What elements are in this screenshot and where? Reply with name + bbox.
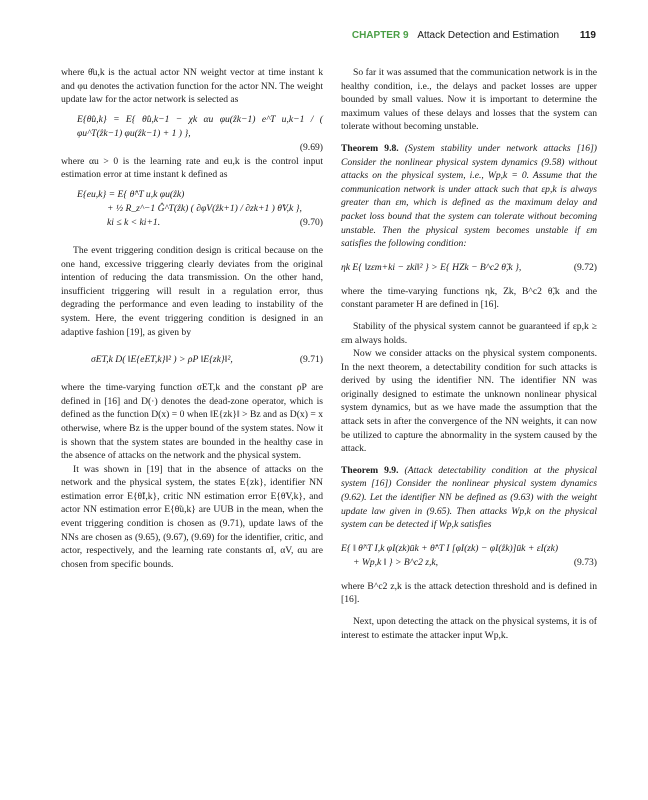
paragraph: where the time-varying functions ηk, Zk, B^c2 θ̃,k and the constant parameter H are defined in [16]. [341,285,597,311]
equation-9-70: E{eu,k} = E{ θ̂^T u,k φu(ẑk) + ½ R_z^−1 Ĝ^T(ẑk) ( ∂φV(ẑk+1) / ∂zk+1 ) θ̂V,k }, ki ≤ k < ki+1. (9.70) [77,188,323,228]
paragraph: where the time-varying function σET,k and the constant ρP are defined in [16] and D(·) denotes the dead-zone operator, which is defined as the function D(x) = 0 when ‖E{zk}‖ > Bz and as D(x) = x otherwise, where Bz is the upper bound of the system states. Now it is shown that the system states are bounded in the healthy case in the absence of attacks on the network and the physical system. [61,382,323,462]
theorem-9-9: Theorem 9.9. (Attack detectability condition at the physical system [16]) Consider the nonlinear physical system dynamics (9.62). Let the identifier NN be defined as (9.63) with the weight update law given in (9.65). Then attacks Wp,k on the physical system can be detected if Wp,k satisfies [341,464,597,531]
paragraph: Now we consider attacks on the physical system components. In the next theorem, a detectability condition for such attacks is derived by using the identifier NN. The identifier NN was originally designed to estimate the unknown nonlinear physical system dynamics, but as we have made the assumption that the attack sets in after the convergence of the NN weights, it can now be utilized to capture the abnormality in the system caused by the attack. [341,348,597,455]
paragraph: Stability of the physical system cannot be guaranteed if εp,k ≥ εm always holds. [341,320,597,346]
equation-9-71: σET,k D( ‖E{eET,k}‖² ) > ρP ‖E{zk}‖², (9.71) [91,354,323,366]
equation-9-72: ηk E{ ‖zεm+ki − zki‖² } > E{ HZk − B^c2 θ̃,k }, (9.72) [341,261,597,273]
equation-9-69: E{θ̂u,k} = E{ θ̂u,k−1 − χk αu φu(ẑk−1) e^T u,k−1 / ( φu^T(ẑk−1) φu(ẑk−1) + 1 ) }, (9.69) [77,113,323,153]
paragraph: The event triggering condition design is critical because on the one hand, excessive triggering clearly deviates from the original intention of reducing the data transmission. On the other hand, insufficient triggering will result in a regulation error, thus degrading the performance and even leading to instability of the system. Here, the event triggering condition is designed in an adaptive fashion [19], as given by [61,244,323,338]
theorem-9-8: Theorem 9.8. (System stability under network attacks [16]) Consider the nonlinear physical system dynamics (9.58) without attacks on the physical system, i.e., Wp,k = 0. Assume that the communication network is under attack such that εp,k is always greater than εm, which is defined as the maximum delay and packet loss bound that the system can tolerate without becoming unstable. Then the physical system becomes unstable if εm satisfies the following condition: [341,142,598,250]
paragraph: Next, upon detecting the attack on the physical systems, it is of interest to estimate the attacker input Wp,k. [341,616,597,641]
left-column [61,66,323,571]
chapter-label: CHAPTER 9 [351,30,409,41]
paragraph: It was shown in [19] that in the absence of attacks on the network and the physical system, the states E{zk}, identifier NN estimation error E{θ̃I,k}, critic NN estimation error E{θ̃V,k}, and actor NN estimation error E{θ̃u,k} are UUB in the mean, when the event triggering condition is chosen as (9.71), update laws of the NNs are chosen as (9.65), (9.67), (9.69) for the identifier, critic, and actor, respectively, and the learning rate constants αI, αV, αu are chosen from specific bounds. [61,463,323,570]
chapter-title: Attack Detection and Estimation [417,30,560,41]
page-number: 119 [579,30,596,41]
paragraph: where θ̂u,k is the actual actor NN weight vector at time instant k and φu denotes the activation function for the actor NN. The weight update law for the actor network is selected as [61,67,323,106]
running-header [352,30,596,41]
right-column [341,66,597,642]
equation-9-73: E{ ‖ θ̃^T I,k φI(zk)ūk + θ̂^T I [φI(zk) − φI(ẑk)]ūk + εI(zk) + Wp,k ‖ } > B^c2 z,k, (9.73) [341,542,597,568]
paragraph: So far it was assumed that the communication network is in the healthy condition, i.e., the delays and packet losses are upper bounded by small values. Now it is important to determine the maximum values of these delays and losses that the system can tolerate without becoming unstable. [341,67,597,133]
paragraph: where B^c2 z,k is the attack detection threshold and is defined in [16]. [341,580,597,606]
paragraph: where αu > 0 is the learning rate and eu,k is the control input estimation error at time instant k defined as [61,155,323,181]
